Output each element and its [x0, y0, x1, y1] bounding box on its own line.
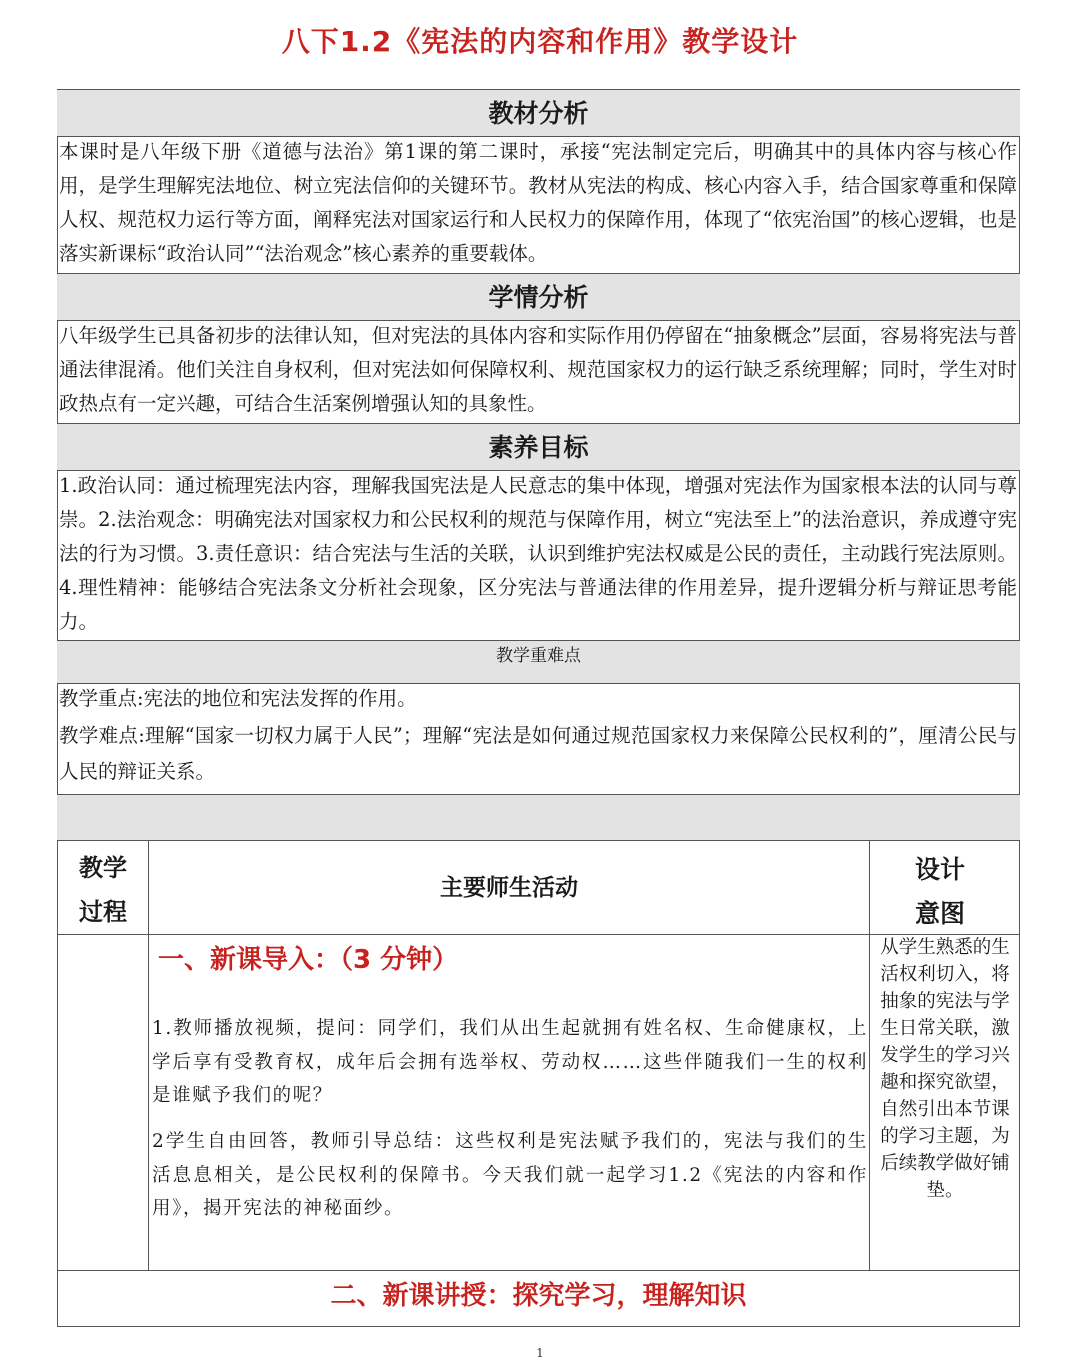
section-heading-textbook: 教材分析 [57, 89, 1020, 137]
step2-row-top [57, 1270, 1020, 1271]
section-heading-students: 学情分析 [57, 273, 1020, 321]
header-design-line2: 意图 [914, 899, 965, 928]
header-process [58, 846, 148, 934]
step1-heading: 一、新课导入：（3 分钟） [158, 945, 459, 975]
blank-band [57, 794, 1020, 841]
step1-design-intent: 从学生熟悉的生活权利切入，将抽象的宪法与学生日常关联，激发学生的学习兴趣和探究欲望，自然引出本节课的学习主题，为后续教学做好铺垫。 [880, 937, 1010, 1201]
header-design-line1: 设计 [914, 855, 965, 884]
teaching-difficulty: 教学难点:理解“国家一切权力属于人民”；理解“宪法是如何通过规范国家权力来保障公民权利的”，厘清公民与人民的辩证关系。 [59, 724, 1017, 783]
page-title: 八下1.2《宪法的内容和作用》教学设计 [281, 25, 799, 58]
page-number: 1 [536, 1346, 544, 1360]
header-design [870, 848, 1010, 936]
step1-paragraph-2: 2学生自由回答，教师引导总结：这些权利是宪法赋予我们的，宪法与我们的生活息息相关，是公民权利的保障书。今天我们就一起学习1.2《宪法的内容和作用》，揭开宪法的神秘面纱。 [152, 1131, 868, 1219]
header-activities: 主要师生活动 [440, 875, 578, 901]
teaching-focus: 教学重点:宪法的地位和宪法发挥的作用。 [59, 687, 417, 710]
header-process-line1: 教学 [79, 854, 127, 882]
section-body-textbook: 本课时是八年级下册《道德与法治》第1课的第二课时，承接“宪法制定完后，明确其中的具体内容与核心作用，是学生理解宪法地位、树立宪法信仰的关键环节。教材从宪法的构成、核心内容入手，结合国家尊重和保障人权、规范权力运行等方面，阐释宪法对国家运行和人民权力的保障作用，体现了“依宪治国”的核心逻辑，也是落实新课标“政治认同”“法治观念”核心素养的重要载体。 [59, 140, 1017, 265]
header-process-line2: 过程 [79, 898, 127, 926]
section-body-students: 八年级学生已具备初步的法律认知，但对宪法的具体内容和实际作用仍停留在“抽象概念”层面，容易将宪法与普通法律混淆。他们关注自身权利，但对宪法如何保障权利、规范国家权力的运行缺乏系统理解；同时，学生对时政热点有一定兴趣，可结合生活案例增强认知的具象性。 [59, 324, 1017, 415]
section-heading-goals: 素养目标 [57, 423, 1020, 471]
section-heading-keypoints: 教学重难点 [57, 640, 1020, 684]
step2-heading: 二、新课讲授：探究学习，理解知识 [330, 1281, 747, 1311]
section-body-goals: 1.政治认同：通过梳理宪法内容，理解我国宪法是人民意志的集中体现，增强对宪法作为国家根本法的认同与尊崇。2.法治观念：明确宪法对国家权力和公民权利的规范与保障作用，树立“宪法至上”的法治意识，养成遵守宪法的行为习惯。3.责任意识：结合宪法与生活的关联，认识到维护宪法权威是公民的责任，主动践行宪法原则。4.理性精神：能够结合宪法条文分析社会现象，区分宪法与普通法律的作用差异，提升逻辑分析与辩证思考能力。 [59, 474, 1017, 633]
step1-paragraph-1: 1.教师播放视频，提问：同学们，我们从出生起就拥有姓名权、生命健康权，上学后享有受教育权，成年后会拥有选举权、劳动权……这些伴随我们一生的权利是谁赋予我们的呢？ [152, 1018, 868, 1106]
